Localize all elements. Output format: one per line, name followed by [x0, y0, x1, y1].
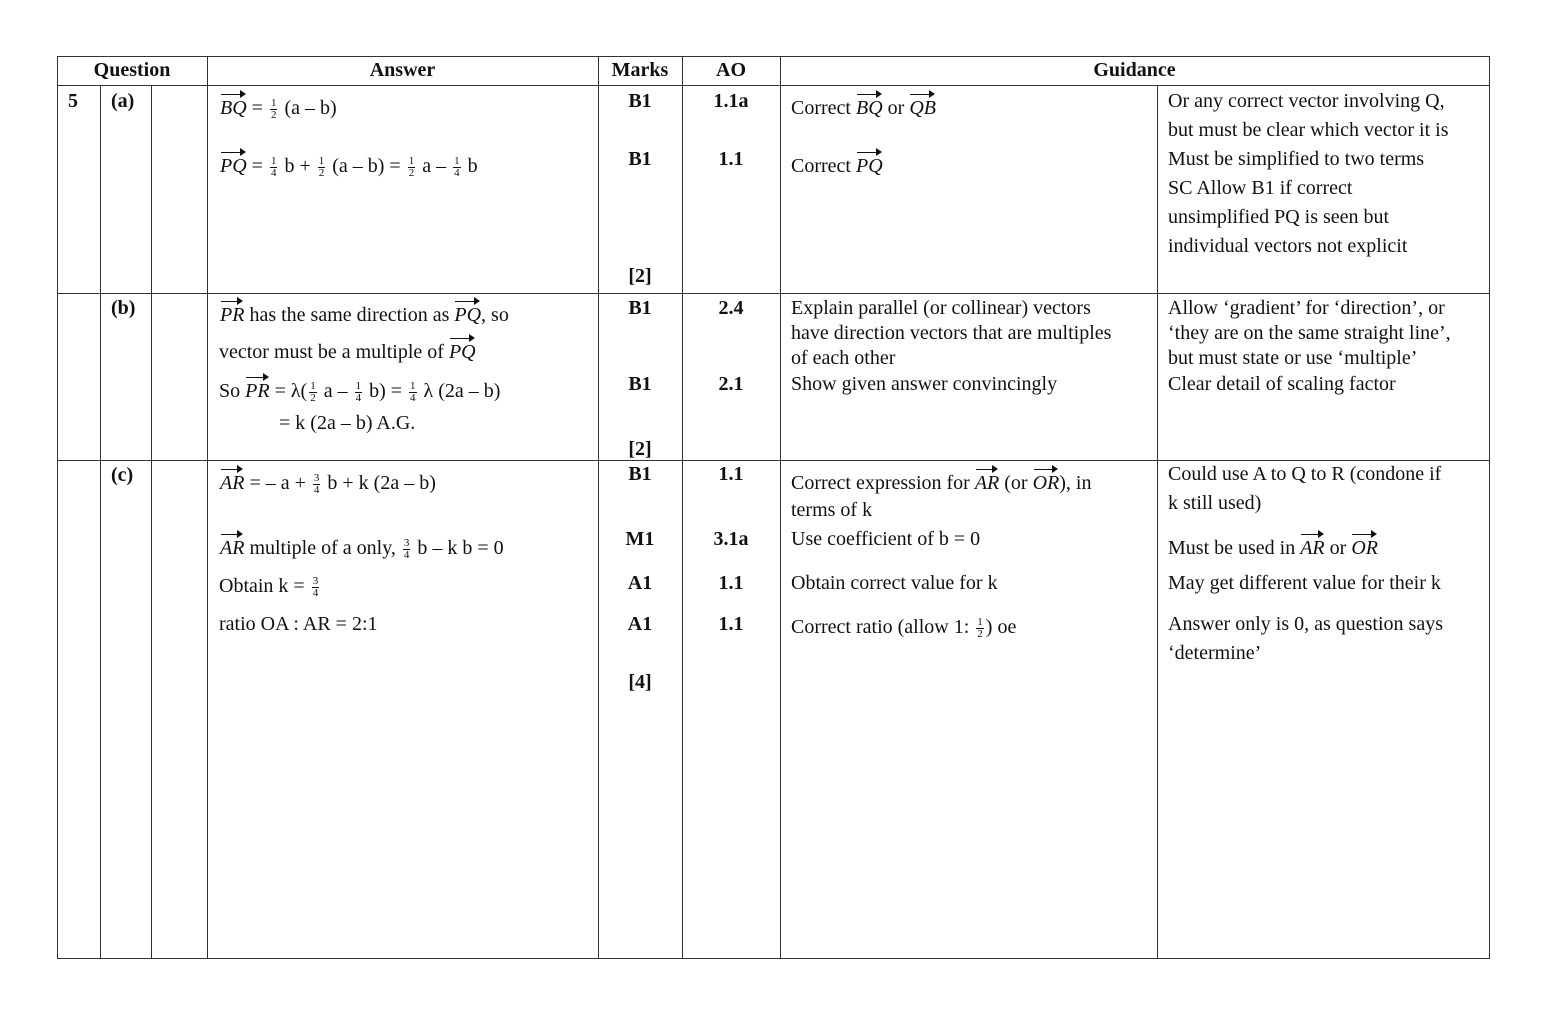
mark-c-1: B1	[628, 463, 652, 485]
guidance-b-4: Show given answer convincingly	[791, 373, 1058, 395]
note-c-4: May get different value for their k	[1168, 572, 1441, 594]
note-a-1: Or any correct vector involving Q,	[1168, 90, 1445, 112]
fraction: $\frac{1}{2}$	[270, 96, 277, 121]
part-label-b: (b)	[111, 297, 136, 319]
answer-b-line-3: So PR = λ( $\frac{1}{2}$ a – $\frac{1}{4}$ b) = $\frac{1}{4}$ λ (2a – b)	[219, 375, 500, 404]
guidance-c-4: Obtain correct value for k	[791, 572, 998, 594]
guidance-b-1: Explain parallel (or collinear) vectors	[791, 297, 1091, 319]
guidance-a-line-2: Correct PQ	[791, 150, 883, 178]
header-answer: Answer	[369, 59, 436, 81]
guidance-a-line-1: Correct BQ or QB	[791, 92, 936, 120]
mark-c-4: A1	[627, 613, 653, 635]
answer-b-line-2: vector must be a multiple of PQ	[219, 336, 476, 364]
mark-c-3: A1	[627, 572, 653, 594]
vector-pq: PQ	[220, 150, 247, 178]
note-a-2: but must be clear which vector it is	[1168, 119, 1449, 141]
guidance-b-2: have direction vectors that are multiples	[791, 322, 1112, 344]
note-c-3: Must be used in AR or OR	[1168, 532, 1378, 560]
mark-b-2: B1	[628, 373, 652, 395]
note-a-3: Must be simplified to two terms	[1168, 148, 1425, 170]
header-ao: AO	[716, 59, 746, 81]
answer-c-line-4: ratio OA : AR = 2:1	[219, 613, 378, 635]
note-c-2: k still used)	[1168, 492, 1262, 514]
note-c-1: Could use A to Q to R (condone if	[1168, 463, 1442, 485]
part-label-a: (a)	[111, 90, 135, 112]
answer-a-line-2: PQ = $\frac{1}{4}$ b + $\frac{1}{2}$ (a – b) = $\frac{1}{2}$ a – $\frac{1}{4}$ b	[220, 150, 478, 179]
mark-a-total: [2]	[628, 265, 652, 287]
guidance-b-3: of each other	[791, 347, 896, 369]
ao-c-1: 1.1	[718, 463, 744, 485]
vector-bq: BQ	[220, 92, 247, 120]
ao-b-1: 2.4	[718, 297, 744, 319]
mark-a-2: B1	[628, 148, 652, 170]
mark-b-1: B1	[628, 297, 652, 319]
header-marks: Marks	[611, 59, 669, 81]
part-label-c: (c)	[111, 464, 134, 486]
ao-c-4: 1.1	[718, 613, 744, 635]
header-guidance: Guidance	[1093, 59, 1176, 81]
answer-c-line-3: Obtain k = $\frac{3}{4}$	[219, 574, 319, 599]
note-b-4: Clear detail of scaling factor	[1168, 373, 1396, 395]
mark-c-total: [4]	[628, 671, 652, 693]
ao-a-1: 1.1a	[713, 90, 749, 112]
ao-c-2: 3.1a	[713, 528, 749, 550]
mark-a-1: B1	[628, 90, 652, 112]
guidance-c-2: terms of k	[791, 499, 873, 521]
note-a-6: individual vectors not explicit	[1168, 235, 1408, 257]
header-question: Question	[93, 59, 171, 81]
note-c-5: Answer only is 0, as question says	[1168, 613, 1443, 635]
note-b-1: Allow ‘gradient’ for ‘direction’, or	[1168, 297, 1445, 319]
guidance-c-3: Use coefficient of b = 0	[791, 528, 981, 550]
note-a-4: SC Allow B1 if correct	[1168, 177, 1353, 199]
note-c-6: ‘determine’	[1168, 642, 1262, 664]
answer-a-line-1: BQ = $\frac{1}{2}$ (a – b)	[220, 92, 337, 121]
answer-b-line-1: PR has the same direction as PQ, so	[220, 299, 509, 327]
question-number: 5	[68, 90, 78, 112]
mark-c-2: M1	[625, 528, 655, 550]
note-b-2: ‘they are on the same straight line’,	[1168, 322, 1451, 344]
ao-a-2: 1.1	[718, 148, 744, 170]
answer-b-line-4: = k (2a – b) A.G.	[279, 412, 416, 434]
note-b-3: but must state or use ‘multiple’	[1168, 347, 1418, 369]
guidance-c-1: Correct expression for AR (or OR), in	[791, 467, 1091, 495]
ao-c-3: 1.1	[718, 572, 744, 594]
note-a-5: unsimplified PQ is seen but	[1168, 206, 1390, 228]
answer-c-line-2: AR multiple of a only, $\frac{3}{4}$ b – k b = 0	[220, 532, 504, 561]
guidance-c-5: Correct ratio (allow 1: $\frac{1}{2}$ ) oe	[791, 615, 1017, 640]
mark-b-total: [2]	[628, 438, 652, 460]
ao-b-2: 2.1	[718, 373, 744, 395]
answer-c-line-1: AR = – a + $\frac{3}{4}$ b + k (2a – b)	[220, 467, 436, 496]
